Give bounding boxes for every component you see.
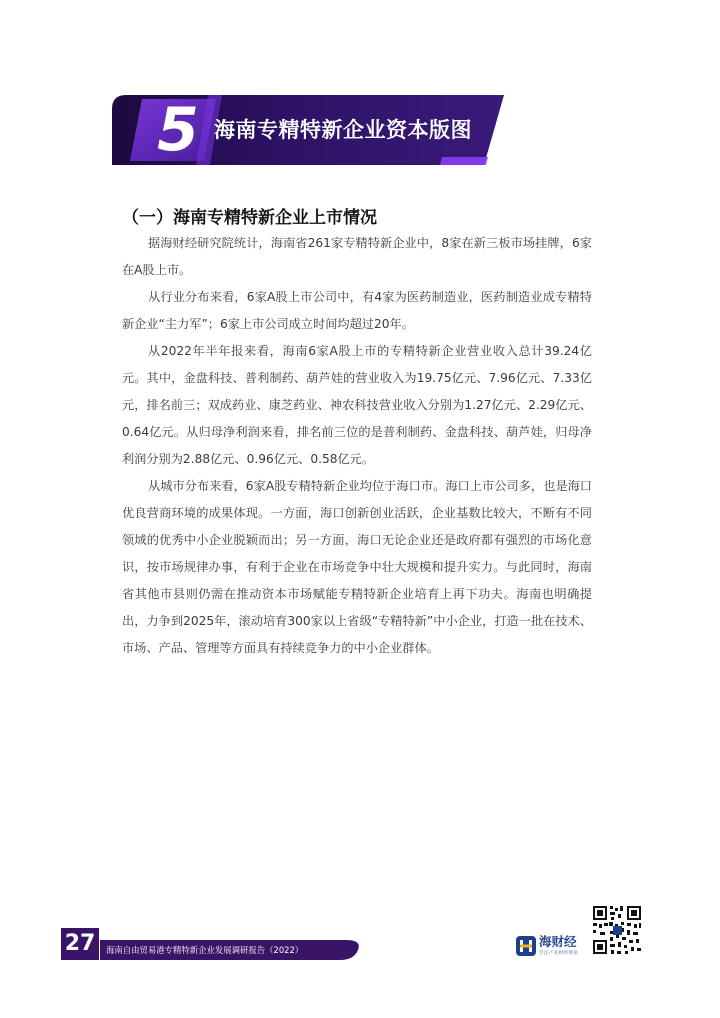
section-title: 海南专精特新企业资本版图 [214,118,472,142]
body-text [122,230,592,662]
paragraph: 从行业分布来看，6家A股上市公司中，有4家为医药制造业，医药制造业成专精特新企业“主力军”；6家上市公司成立时间均超过20年。 [122,290,592,331]
subsection-heading: （一）海南专精特新企业上市情况 [122,208,377,228]
paragraph: 从2022年半年报来看，海南6家A股上市的专精特新企业营业收入总计39.24亿元。其中，金盘科技、普利制药、葫芦娃的营业收入为19.75亿元、7.96亿元、7.33亿元，排名前三；双成药业、康芝药业、神农科技营业收入分别为1.27亿元、2.29亿元、0.64亿元。从归母净利润来看，排名前三位的是普利制药、金盘科技、葫芦娃，归母净利润分别为2.88亿元、0.96亿元、0.58亿元。 [122,344,592,466]
paragraph: 据海财经研究院统计，海南省261家专精特新企业中，8家在新三板市场挂牌，6家在A股上市。 [122,236,592,277]
section-banner [112,95,504,165]
logo-tagline: 专注产业财经资讯 [539,951,579,956]
page-number: 27 [61,928,99,960]
section-number: 5 [157,95,199,165]
logo-mark-icon [516,936,536,956]
paragraph: 从城市分布来看，6家A股专精特新企业均位于海口市。海口上市公司多，也是海口优良营商环境的成果体现。一方面，海口创新创业活跃，企业基数比较大，不断有不同领域的优秀中小企业脱颖而出；另一方面，海口无论企业还是政府都有强烈的市场化意识，按市场规律办事，有利于企业在市场竞争中壮大规模和提升实力。与此同时，海南省其他市县则仍需在推动资本市场赋能专精特新企业培育上再下功夫。海南也明确提出，力争到2025年，滚动培育300家以上省级“专精特新”中小企业，打造一批在技术、市场、产品、管理等方面具有持续竞争力的中小企业群体。 [122,479,592,655]
qr-code-icon [591,904,643,956]
footer-bar [100,940,362,960]
brand-logo [516,934,588,960]
logo-name: 海财经 [539,934,577,949]
report-title: 海南自由贸易港专精特新企业发展调研报告（2022） [106,945,304,955]
